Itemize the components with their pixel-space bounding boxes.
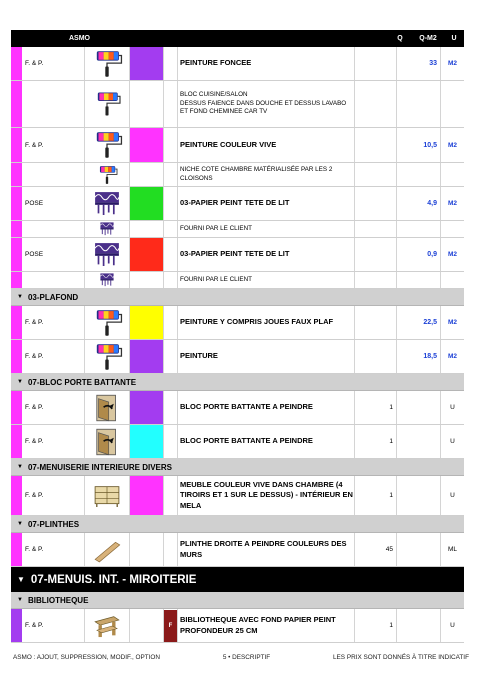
page-footer [13, 654, 469, 661]
row-unit: M2 [447, 200, 458, 207]
color-swatch [130, 128, 164, 162]
row-description: PEINTURE Y COMPRIS JOUES FAUX PLAF [178, 306, 355, 339]
color-swatch [130, 340, 164, 373]
row-category: F. & P. [22, 340, 85, 373]
table-row [11, 272, 464, 289]
table-row [11, 163, 464, 187]
color-swatch [130, 391, 164, 424]
section-header[interactable] [11, 459, 464, 476]
table-row [11, 425, 464, 459]
table-row [11, 340, 464, 374]
collapse-triangle-icon: ▼ [17, 521, 23, 527]
row-quantity: 1 [355, 425, 397, 458]
color-swatch [130, 425, 164, 458]
row-unit: M2 [447, 251, 458, 258]
header-u: U [451, 35, 457, 42]
table-row [11, 187, 464, 221]
table-row [11, 221, 464, 238]
row-category: F. & P. [22, 128, 85, 162]
collapse-triangle-icon: ▼ [17, 597, 23, 603]
row-note: NICHE COTE CHAMBRE MATÉRIALISÉE PAR LES 2 CLOISONS [178, 163, 355, 186]
collapse-triangle-icon: ▼ [17, 379, 23, 385]
row-category: F. & P. [22, 47, 85, 80]
paint-roller-icon [91, 91, 123, 117]
footer-left: ASMO : AJOUT, SUPPRESSION, MODIF., OPTION [13, 654, 161, 661]
section-header[interactable] [11, 289, 464, 306]
row-note: FOURNI PAR LE CLIENT [178, 221, 355, 237]
wallpaper-icon [90, 189, 124, 219]
row-unit: M2 [447, 60, 458, 67]
table-row [11, 47, 464, 81]
section-header[interactable] [11, 374, 464, 391]
row-unit: M2 [447, 141, 458, 149]
row-category: POSE [22, 187, 85, 220]
section-header[interactable] [11, 592, 464, 609]
row-qm2: 10,5 [397, 128, 441, 162]
wallpaper-icon [97, 272, 117, 288]
table-row [11, 391, 464, 425]
table-row [11, 238, 464, 272]
row-category: F. & P. [22, 425, 85, 458]
descriptif-table [11, 30, 464, 643]
row-description: PEINTURE [178, 340, 355, 373]
row-quantity: 45 [355, 533, 397, 566]
row-category: F. & P. [22, 306, 85, 339]
section-title: 03-PLAFOND [27, 292, 79, 302]
color-swatch [130, 476, 164, 515]
section-header-main[interactable] [11, 567, 464, 592]
paint-roller-icon [90, 49, 124, 79]
header-qm2: Q-M2 [419, 35, 437, 42]
row-unit: U [450, 492, 455, 499]
section-title: 07-MENUISERIE INTERIEURE DIVERS [27, 462, 172, 472]
row-note: FOURNI PAR LE CLIENT [178, 272, 355, 288]
row-qm2: 0,9 [397, 238, 441, 271]
shelf-icon [90, 611, 124, 641]
row-qm2: 4,9 [397, 187, 441, 220]
row-description: 03-PAPIER PEINT TETE DE LIT [178, 238, 355, 271]
door-icon [90, 427, 124, 457]
section-title: 07-MENUIS. INT. - MIROITERIE [30, 573, 197, 586]
color-swatch [130, 47, 164, 80]
row-description: BIBLIOTHEQUE AVEC FOND PAPIER PEINT PROFONDEUR 25 CM [178, 609, 355, 642]
row-description: PEINTURE FONCEE [178, 47, 355, 80]
row-category: F. & P. [22, 476, 85, 515]
row-description: MEUBLE COULEUR VIVE DANS CHAMBRE (4 TIROIRS ET 1 SUR LE DESSUS) - INTÉRIEUR EN MELA [178, 476, 355, 515]
row-category: F. & P. [22, 609, 85, 642]
door-icon [90, 393, 124, 423]
header-q: Q [397, 35, 403, 42]
wallpaper-icon [90, 240, 124, 270]
row-quantity: 1 [355, 476, 397, 515]
section-title: 07-PLINTHES [27, 519, 80, 529]
baseboard-icon [90, 535, 124, 565]
section-title: BIBLIOTHEQUE [27, 595, 89, 605]
row-description: 03-PAPIER PEINT TETE DE LIT [178, 187, 355, 220]
table-row [11, 128, 464, 163]
collapse-triangle-icon: ▼ [17, 464, 23, 470]
row-quantity: 1 [355, 609, 397, 642]
row-unit: U [450, 404, 455, 411]
collapse-triangle-icon: ▼ [17, 294, 23, 300]
collapse-triangle-icon: ▼ [17, 575, 25, 584]
section-header[interactable] [11, 516, 464, 533]
paint-roller-icon [90, 130, 124, 160]
row-unit: U [450, 622, 455, 629]
row-description: PLINTHE DROITE A PEINDRE COULEURS DES MURS [178, 533, 355, 566]
table-row [11, 533, 464, 567]
color-swatch [130, 187, 164, 220]
table-row [11, 81, 464, 128]
row-unit: M2 [447, 319, 458, 326]
color-swatch [130, 306, 164, 339]
wallpaper-icon [97, 221, 117, 237]
footer-center: 5 • DESCRIPTIF [222, 654, 271, 661]
section-title: 07-BLOC PORTE BATTANTE [27, 377, 137, 387]
table-row [11, 609, 464, 643]
row-qm2: 22,5 [397, 306, 441, 339]
table-row [11, 306, 464, 340]
row-unit: ML [447, 546, 458, 553]
row-category: POSE [22, 238, 85, 271]
table-header [11, 30, 464, 47]
row-description: BLOC PORTE BATTANTE A PEINDRE [178, 391, 355, 424]
chest-of-drawers-icon [90, 481, 124, 511]
option-tag: F [164, 610, 177, 642]
row-qm2: 18,5 [397, 340, 441, 373]
header-asmo: ASMO [69, 35, 90, 42]
row-unit: M2 [447, 353, 458, 360]
row-quantity: 1 [355, 391, 397, 424]
row-note: BLOC CUISINE/SALON DESSUS FAIENCE DANS DOUCHE ET DESSUS LAVABO ET FOND CHEMINEE CAR TV [178, 81, 355, 127]
row-unit: U [450, 438, 455, 445]
row-description: BLOC PORTE BATTANTE A PEINDRE [178, 425, 355, 458]
footer-right: LES PRIX SONT DONNÉS À TITRE INDICATIF [332, 654, 469, 661]
row-qm2: 33 [397, 47, 441, 80]
table-row [11, 476, 464, 516]
paint-roller-icon [95, 165, 119, 185]
paint-roller-icon [90, 342, 124, 372]
row-category: F. & P. [22, 533, 85, 566]
paint-roller-icon [90, 308, 124, 338]
color-swatch [130, 238, 164, 271]
row-description: PEINTURE COULEUR VIVE [178, 128, 355, 162]
row-category: F. & P. [22, 391, 85, 424]
